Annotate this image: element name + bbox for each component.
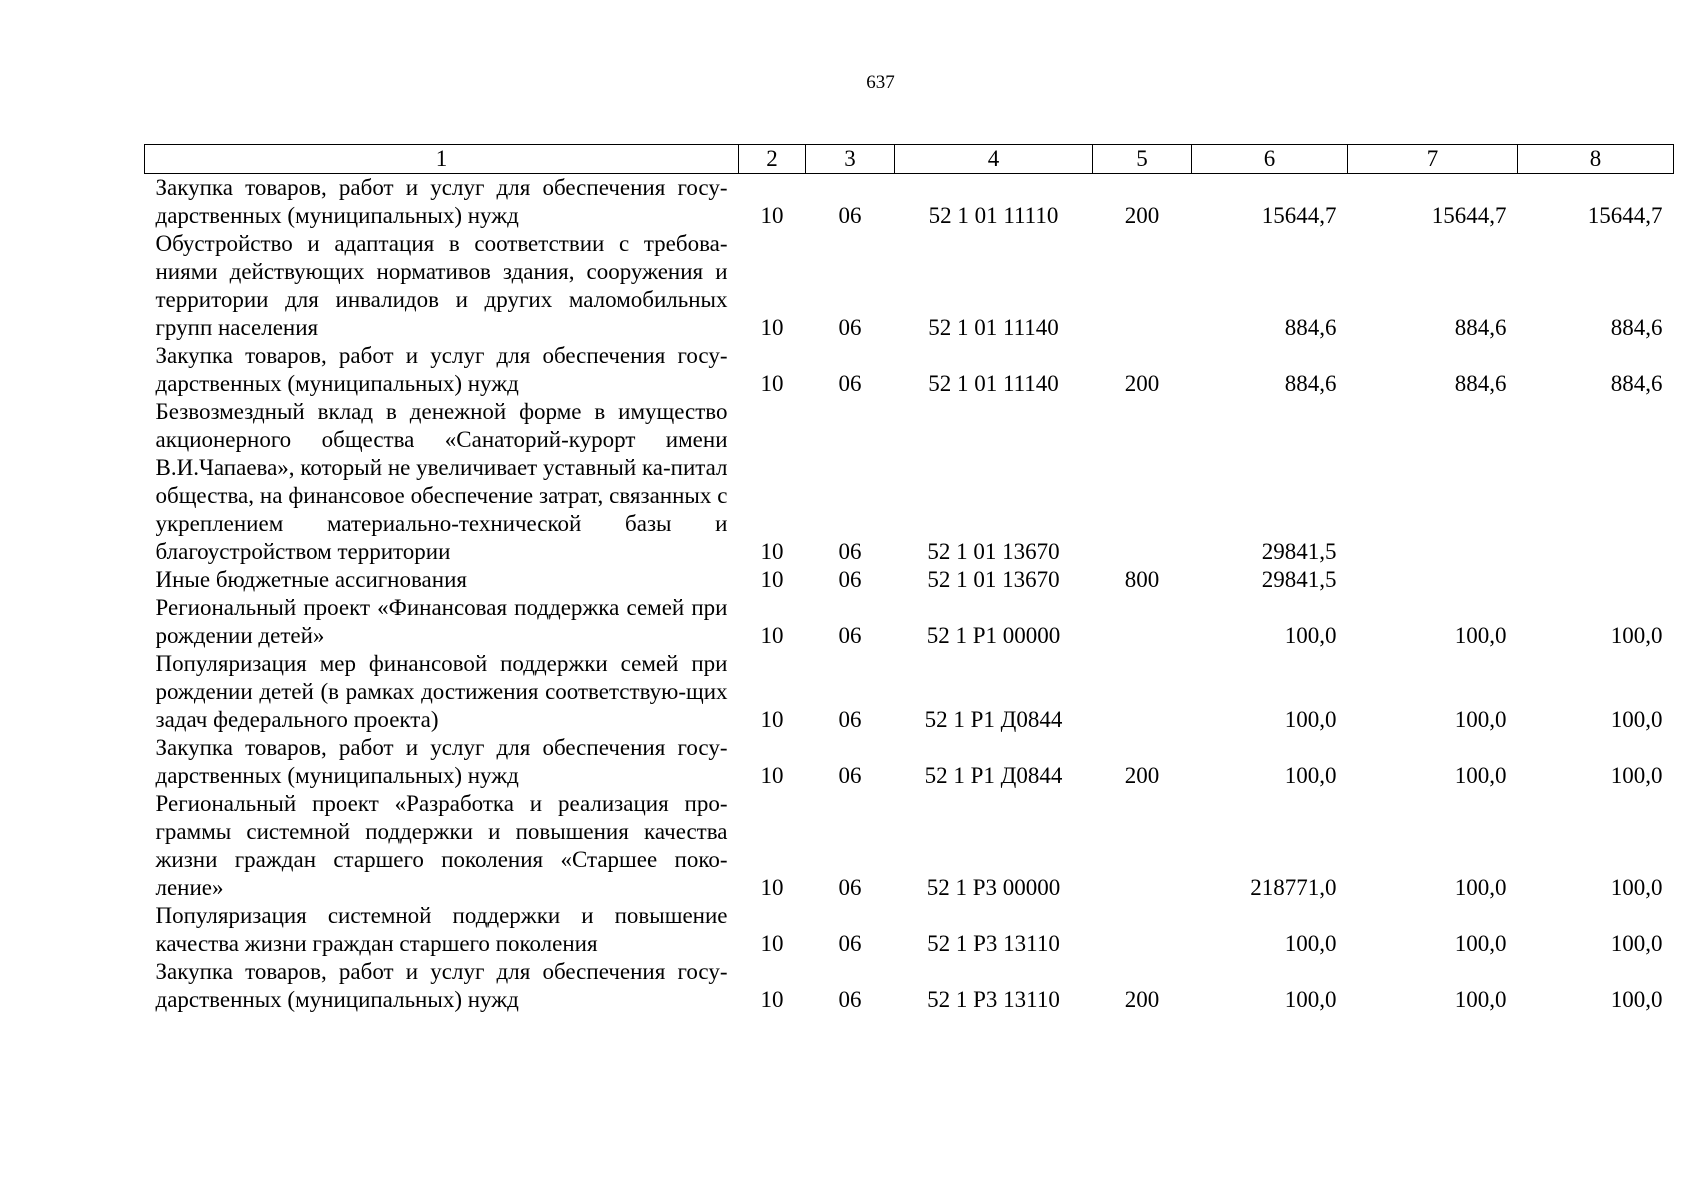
row-value-8: 100,0 [1610,763,1663,788]
row-value-6: 100,0 [1284,623,1337,648]
row-name: Популяризация системной поддержки и повышение качества жизни граждан старшего поколения [155,903,728,956]
table-row [145,790,1674,902]
row-name: Иные бюджетные ассигнования [155,567,467,592]
row-value-8: 100,0 [1610,931,1663,956]
row-subsection: 06 [838,567,862,592]
header-col-6: 6 [1192,145,1348,174]
row-section: 10 [760,707,784,732]
row-value-8: 884,6 [1610,371,1663,396]
row-value-6: 100,0 [1284,931,1337,956]
row-value-6: 884,6 [1284,371,1337,396]
table-row [145,566,1674,594]
row-expense-type [1093,650,1192,734]
row-name: Безвозмездный вклад в денежной форме в имущество акционерного общества «Санаторий-курорт имени В.И.Чапаева», который не увеличивает уставный ка-питал общества, на финансовое обеспечение затрат, связанных с укреплением материально-технической базы и благоустройством территории [155,399,728,564]
table-body [145,174,1674,1015]
row-value-8: 100,0 [1610,987,1663,1012]
row-section: 10 [760,987,784,1012]
row-value-7: 100,0 [1454,763,1507,788]
row-name: Закупка товаров, работ и услуг для обеспечения госу-дарственных (муниципальных) нужд [155,175,728,228]
row-section: 10 [760,203,784,228]
row-value-7: 884,6 [1454,371,1507,396]
row-value-7: 100,0 [1454,987,1507,1012]
row-expense-type [1093,594,1192,650]
table-row [145,342,1674,398]
header-col-3: 3 [806,145,895,174]
row-expense-type: 800 [1124,567,1160,592]
row-expense-type: 200 [1124,987,1160,1012]
row-value-6: 15644,7 [1261,203,1337,228]
row-value-7: 100,0 [1454,875,1507,900]
row-subsection: 06 [838,371,862,396]
row-name: Региональный проект «Финансовая поддержка семей при рождении детей» [155,595,728,648]
row-target-code: 52 1 P1 Д0844 [924,763,1063,788]
row-value-6: 884,6 [1284,315,1337,340]
row-section: 10 [760,315,784,340]
row-value-6: 218771,0 [1250,875,1337,900]
header-col-2: 2 [739,145,806,174]
table-row [145,958,1674,1014]
row-expense-type [1093,398,1192,566]
row-name: Закупка товаров, работ и услуг для обеспечения госу-дарственных (муниципальных) нужд [155,959,728,1012]
row-value-8: 100,0 [1610,707,1663,732]
row-section: 10 [760,875,784,900]
row-value-8: 100,0 [1610,623,1663,648]
row-value-8: 884,6 [1610,315,1663,340]
row-value-6: 100,0 [1284,763,1337,788]
row-expense-type: 200 [1124,763,1160,788]
budget-table [144,144,1674,1014]
row-target-code: 52 1 P3 13110 [927,931,1060,956]
row-subsection: 06 [838,931,862,956]
table-row [145,902,1674,958]
row-subsection: 06 [838,763,862,788]
table-row [145,174,1674,231]
row-expense-type [1093,790,1192,902]
row-value-7: 100,0 [1454,707,1507,732]
row-target-code: 52 1 01 13670 [927,567,1060,592]
table-row [145,230,1674,342]
row-value-6: 29841,5 [1261,539,1337,564]
row-section: 10 [760,931,784,956]
row-section: 10 [760,763,784,788]
row-subsection: 06 [838,987,862,1012]
row-target-code: 52 1 01 11110 [928,203,1059,228]
table-header [145,145,1674,174]
row-target-code: 52 1 01 13670 [927,539,1060,564]
row-section: 10 [760,567,784,592]
row-target-code: 52 1 P1 Д0844 [924,707,1063,732]
row-expense-type [1093,902,1192,958]
row-value-8: 15644,7 [1587,203,1663,228]
row-name: Популяризация мер финансовой поддержки семей при рождении детей (в рамках достижения соответствую-щих задач федерального проекта) [155,651,728,732]
row-value-7 [1348,398,1518,566]
row-expense-type: 200 [1124,203,1160,228]
row-value-8: 100,0 [1610,875,1663,900]
row-target-code: 52 1 P1 00000 [926,623,1061,648]
page-number: 637 [866,72,895,93]
table-row [145,734,1674,790]
row-value-7: 884,6 [1454,315,1507,340]
row-target-code: 52 1 P3 13110 [927,987,1060,1012]
table-row [145,398,1674,566]
row-target-code: 52 1 01 11140 [928,371,1059,396]
row-section: 10 [760,623,784,648]
row-expense-type: 200 [1124,371,1160,396]
row-target-code: 52 1 P3 00000 [926,875,1061,900]
header-col-4: 4 [895,145,1093,174]
row-subsection: 06 [838,875,862,900]
row-value-6: 100,0 [1284,707,1337,732]
row-value-6: 100,0 [1284,987,1337,1012]
row-subsection: 06 [838,707,862,732]
table-row [145,650,1674,734]
row-value-7 [1348,566,1518,594]
row-name: Обустройство и адаптация в соответствии с требова-ниями действующих нормативов здания, сооружения и территории для инвалидов и других маломобильных групп населения [155,231,728,340]
row-value-7: 15644,7 [1431,203,1507,228]
row-subsection: 06 [838,315,862,340]
row-value-7: 100,0 [1454,931,1507,956]
row-section: 10 [760,539,784,564]
row-value-7: 100,0 [1454,623,1507,648]
row-value-8 [1518,566,1674,594]
row-target-code: 52 1 01 11140 [928,315,1059,340]
row-subsection: 06 [838,623,862,648]
row-value-8 [1518,398,1674,566]
row-subsection: 06 [838,203,862,228]
header-col-7: 7 [1348,145,1518,174]
header-col-5: 5 [1093,145,1192,174]
table-row [145,594,1674,650]
header-col-1: 1 [145,145,739,174]
row-section: 10 [760,371,784,396]
row-name: Региональный проект «Разработка и реализация про-граммы системной поддержки и повышения качества жизни граждан старшего поколения «Старшее поко-ление» [155,791,728,900]
row-value-6: 29841,5 [1261,567,1337,592]
header-row [145,145,1674,174]
row-name: Закупка товаров, работ и услуг для обеспечения госу-дарственных (муниципальных) нужд [155,343,728,396]
row-name: Закупка товаров, работ и услуг для обеспечения госу-дарственных (муниципальных) нужд [155,735,728,788]
row-subsection: 06 [838,539,862,564]
row-expense-type [1093,230,1192,342]
header-col-8: 8 [1518,145,1674,174]
